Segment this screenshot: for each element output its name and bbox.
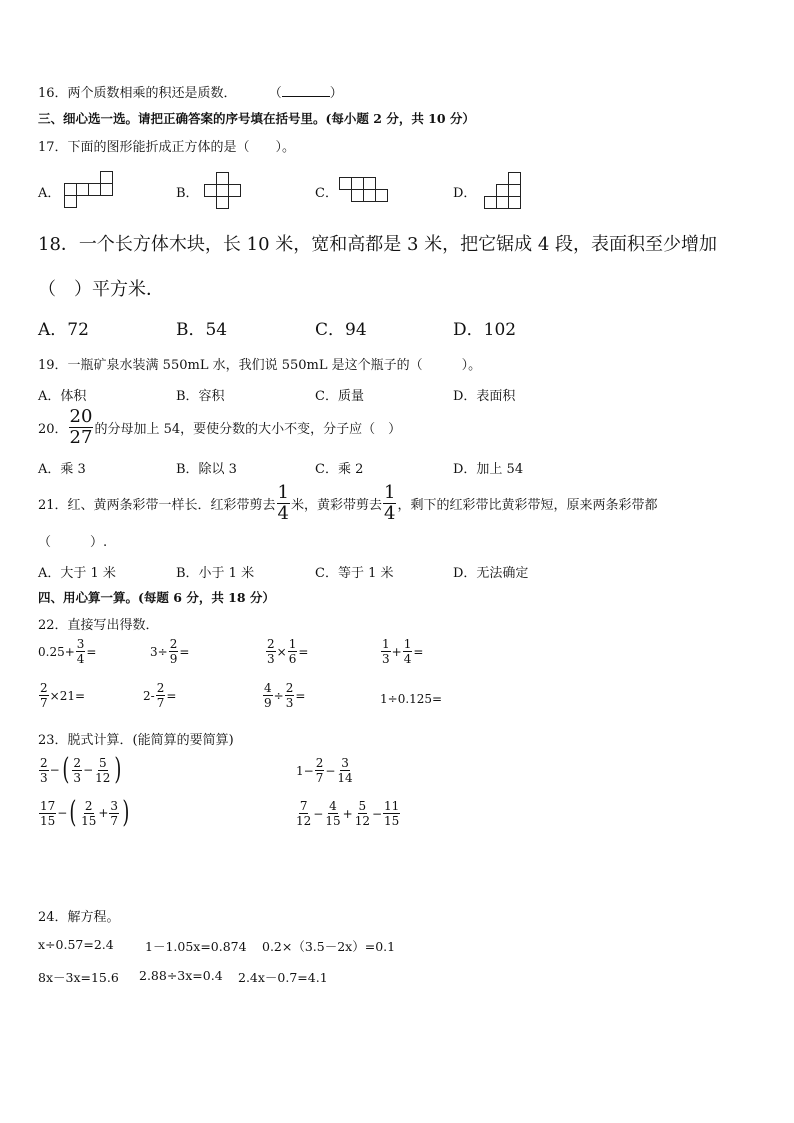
- q22-expr-8: 1÷0.125=: [380, 692, 443, 706]
- question-23: 23．脱式计算．(能简算的要简算): [38, 733, 234, 748]
- section-3-heading: 三、细心选一选。请把正确答案的序号填在括号里。(每小题 2 分，共 10 分）: [38, 111, 475, 126]
- q23-expr-4: $\frac{7}{12}$ − $\frac{4}{15}$ + $\frac{5}{12}$ − $\frac{11}{15}$: [296, 799, 400, 828]
- fraction: $\frac{5}{12}$: [95, 755, 111, 785]
- fraction: $\frac{2}{3}$: [73, 755, 82, 785]
- q20-option-d[interactable]: D．加上 54: [453, 462, 524, 477]
- q22-expr-1: 0.25+ $\frac{3}{4}$ =: [38, 637, 97, 666]
- fraction: $\frac{3}{7}$: [110, 798, 119, 828]
- fraction: $\frac{2}{7}$: [40, 681, 48, 710]
- q20-option-b[interactable]: B．除以 3: [176, 462, 237, 477]
- q18-option-b[interactable]: B．54: [176, 320, 228, 340]
- fraction: $\frac{2}{3}$: [40, 755, 48, 785]
- fraction: $\frac{1}{4}$: [384, 482, 396, 524]
- section-4-heading: 四、用心算一算。(每题 6 分，共 18 分）: [38, 590, 275, 605]
- q17-option-d[interactable]: D．: [453, 186, 477, 201]
- q19-option-b[interactable]: B．容积: [176, 389, 225, 404]
- q24-eq-6: 2.4x－0.7=4.1: [238, 970, 328, 985]
- q19-option-d[interactable]: D．表面积: [453, 389, 516, 404]
- fraction: $\frac{2}{7}$: [315, 756, 324, 785]
- right-paren: ): [114, 752, 122, 787]
- question-20: 20． $\frac{20}{27}$ 的分母加上 54，要使分数的大小不变，分子应（ ）: [38, 406, 402, 448]
- right-paren: ): [122, 795, 130, 830]
- q21-option-c[interactable]: C．等于 1 米: [315, 566, 394, 581]
- q24-eq-2: 1－1.05x=0.874: [145, 939, 247, 954]
- cube-net-a: [64, 171, 116, 209]
- q23-expr-3: $\frac{17}{15}$ − ( $\frac{2}{15}$ + $\frac{3}{7}$ ): [40, 795, 130, 830]
- q24-eq-1: x÷0.57=2.4: [38, 937, 114, 952]
- fraction: $\frac{2}{3}$: [285, 681, 294, 710]
- fraction: $\frac{2}{7}$: [156, 681, 165, 710]
- q23-expr-2: 1− $\frac{2}{7}$ − $\frac{3}{14}$: [296, 756, 353, 785]
- q18-option-c[interactable]: C．94: [315, 320, 367, 340]
- q22-expr-4: $\frac{1}{3}$ + $\frac{1}{4}$ =: [382, 637, 424, 666]
- question-18-line1: 18．一个长方体木块，长 10 米，宽和高都是 3 米，把它锯成 4 段，表面积至少增加: [38, 234, 718, 255]
- fraction: $\frac{5}{12}$: [354, 799, 370, 828]
- q18-option-a[interactable]: A．72: [38, 320, 89, 340]
- q22-expr-6: 2- $\frac{2}{7}$ =: [143, 681, 177, 710]
- q21-option-b[interactable]: B．小于 1 米: [176, 566, 255, 581]
- q17-option-c[interactable]: C．: [315, 186, 338, 201]
- fraction: $\frac{2}{9}$: [169, 637, 178, 666]
- q21-option-d[interactable]: D．无法确定: [453, 566, 529, 581]
- q18-option-d[interactable]: D．102: [453, 320, 517, 340]
- q17-option-b[interactable]: B．: [176, 186, 199, 201]
- cube-net-d: [484, 172, 524, 212]
- fraction: $\frac{4}{15}$: [325, 799, 341, 828]
- question-24: 24．解方程。: [38, 910, 120, 925]
- q20-option-c[interactable]: C．乘 2: [315, 462, 364, 477]
- fraction: $\frac{3}{14}$: [337, 756, 353, 785]
- fraction: $\frac{4}{9}$: [264, 681, 272, 710]
- question-22: 22．直接写出得数．: [38, 618, 159, 633]
- fraction: $\frac{17}{15}$: [40, 798, 56, 828]
- question-18-line2: （ ）平方米．: [38, 279, 164, 300]
- q19-option-a[interactable]: A．体积: [38, 389, 87, 404]
- q24-eq-4: 8x－3x=15.6: [38, 970, 119, 985]
- fraction: $\frac{1}{3}$: [382, 637, 390, 666]
- q23-expr-1: $\frac{2}{3}$ − ( $\frac{2}{3}$ − $\frac{5}{12}$ ): [40, 752, 122, 787]
- answer-blank[interactable]: [282, 96, 330, 97]
- fraction: $\frac{7}{12}$: [296, 799, 312, 828]
- fraction: $\frac{2}{15}$: [81, 798, 97, 828]
- fraction: $\frac{2}{3}$: [267, 637, 275, 666]
- fraction: $\frac{11}{15}$: [384, 799, 400, 828]
- fraction: $\frac{3}{4}$: [76, 637, 85, 666]
- question-21-line2: （ ）.: [38, 535, 108, 550]
- q22-expr-5: $\frac{2}{7}$ ×21=: [40, 681, 86, 710]
- q22-expr-7: $\frac{4}{9}$ ÷ $\frac{2}{3}$ =: [264, 681, 306, 710]
- cube-net-b: [204, 172, 244, 212]
- q17-option-a[interactable]: A．: [38, 186, 61, 201]
- left-paren: (: [69, 795, 77, 830]
- q24-eq-5: 2.88÷3x=0.4: [139, 968, 223, 983]
- q19-option-c[interactable]: C．质量: [315, 389, 364, 404]
- fraction: $\frac{1}{4}$: [403, 637, 412, 666]
- fraction: $\frac{1}{4}$: [277, 482, 289, 524]
- q24-eq-3: 0.2×（3.5－2x）=0.1: [262, 939, 396, 954]
- question-21: 21．红、黄两条彩带一样长．红彩带剪去 $\frac{1}{4}$ 米，黄彩带剪去 $\frac{1}{4}$ ，剩下的红彩带比黄彩带短，原来两条彩带都: [38, 482, 658, 524]
- q22-expr-3: $\frac{2}{3}$ × $\frac{1}{6}$ =: [267, 637, 309, 666]
- fraction: $\frac{1}{6}$: [288, 637, 297, 666]
- question-17: 17．下面的图形能折成正方体的是（ ）。: [38, 140, 296, 155]
- q22-expr-2: 3÷ $\frac{2}{9}$ =: [150, 637, 190, 666]
- question-19: 19．一瓶矿泉水装满 550mL 水，我们说 550mL 是这个瓶子的（ ）。: [38, 358, 482, 373]
- left-paren: (: [62, 752, 70, 787]
- fraction: $\frac{20}{27}$: [69, 406, 93, 448]
- cube-net-c: [339, 177, 391, 205]
- q21-option-a[interactable]: A．大于 1 米: [38, 566, 116, 581]
- question-16: 16．两个质数相乘的积还是质数． （ ）: [38, 86, 343, 101]
- q20-option-a[interactable]: A．乘 3: [38, 462, 86, 477]
